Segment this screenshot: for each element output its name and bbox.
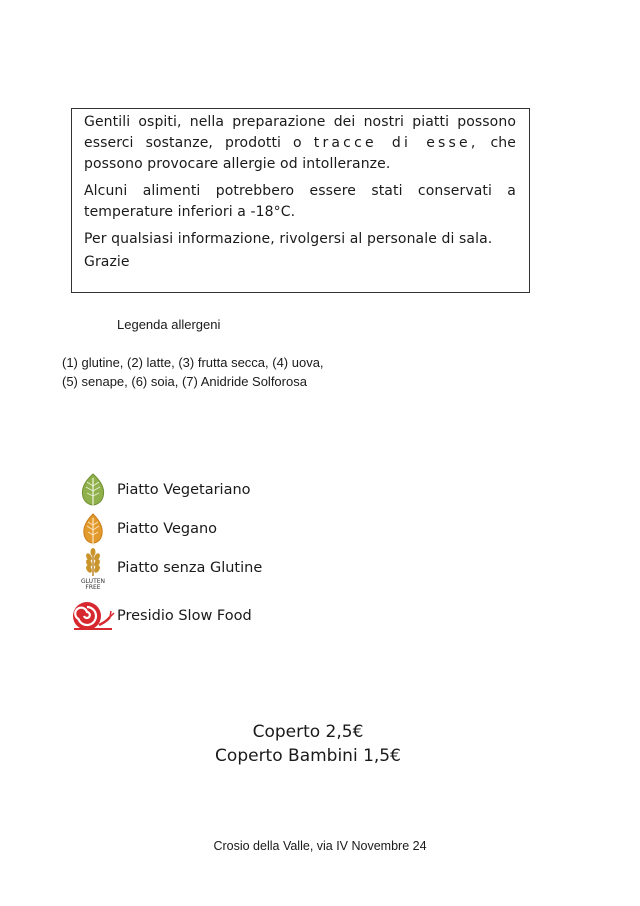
- legend-label-vegetarian: Piatto Vegetariano: [117, 482, 251, 498]
- address-footer: Crosio della Valle, via IV Novembre 24: [213, 839, 427, 853]
- gluten-free-wheat-icon: [70, 548, 116, 588]
- allergen-line-1: (1) glutine, (2) latte, (3) frutta secca, (4) uova,: [62, 355, 324, 370]
- gluten-badge-line-1: GLUTEN: [80, 578, 106, 585]
- legend-item-gluten-free: [70, 548, 262, 588]
- orange-leaf-icon: [70, 509, 116, 549]
- allergen-line-2: (5) senape, (6) soia, (7) Anidride Solforosa: [62, 374, 307, 389]
- gluten-badge-line-2: FREE: [85, 584, 101, 590]
- green-leaf-icon: [70, 470, 116, 510]
- legend-label-gluten-free: Piatto senza Glutine: [117, 560, 263, 576]
- notice-paragraph-1: [84, 112, 516, 175]
- legend-item-vegetarian: [70, 470, 251, 510]
- cover-charge-children: Coperto Bambini 1,5€: [215, 746, 401, 766]
- notice-closing: Grazie: [84, 254, 130, 270]
- allergen-list: [62, 353, 422, 391]
- allergy-notice-box: [71, 108, 530, 293]
- slow-food-snail-icon: [70, 596, 116, 636]
- legend-label-slow-food: Presidio Slow Food: [117, 608, 252, 624]
- legend-item-slow-food: [70, 596, 252, 636]
- notice-text-spaced: tracce di esse,: [313, 135, 479, 151]
- notice-text-part-a: Gentili ospiti, nella preparazione dei nostri piatti possono esserci sostanze, prodotti o: [84, 114, 516, 151]
- notice-text-part-b: che possono provocare allergie od intolleranze.: [84, 135, 516, 172]
- notice-paragraph-3: Per qualsiasi informazione, rivolgersi al personale di sala.: [84, 231, 493, 247]
- cover-charge: Coperto 2,5€: [252, 722, 364, 742]
- notice-paragraph-2: Alcuni alimenti potrebbero essere stati conservati a temperature inferiori a -18°C.: [84, 183, 516, 220]
- legend-label-vegan: Piatto Vegano: [117, 521, 218, 537]
- legend-item-vegan: [70, 509, 217, 549]
- allergen-legend-title: Legenda allergeni: [117, 317, 221, 332]
